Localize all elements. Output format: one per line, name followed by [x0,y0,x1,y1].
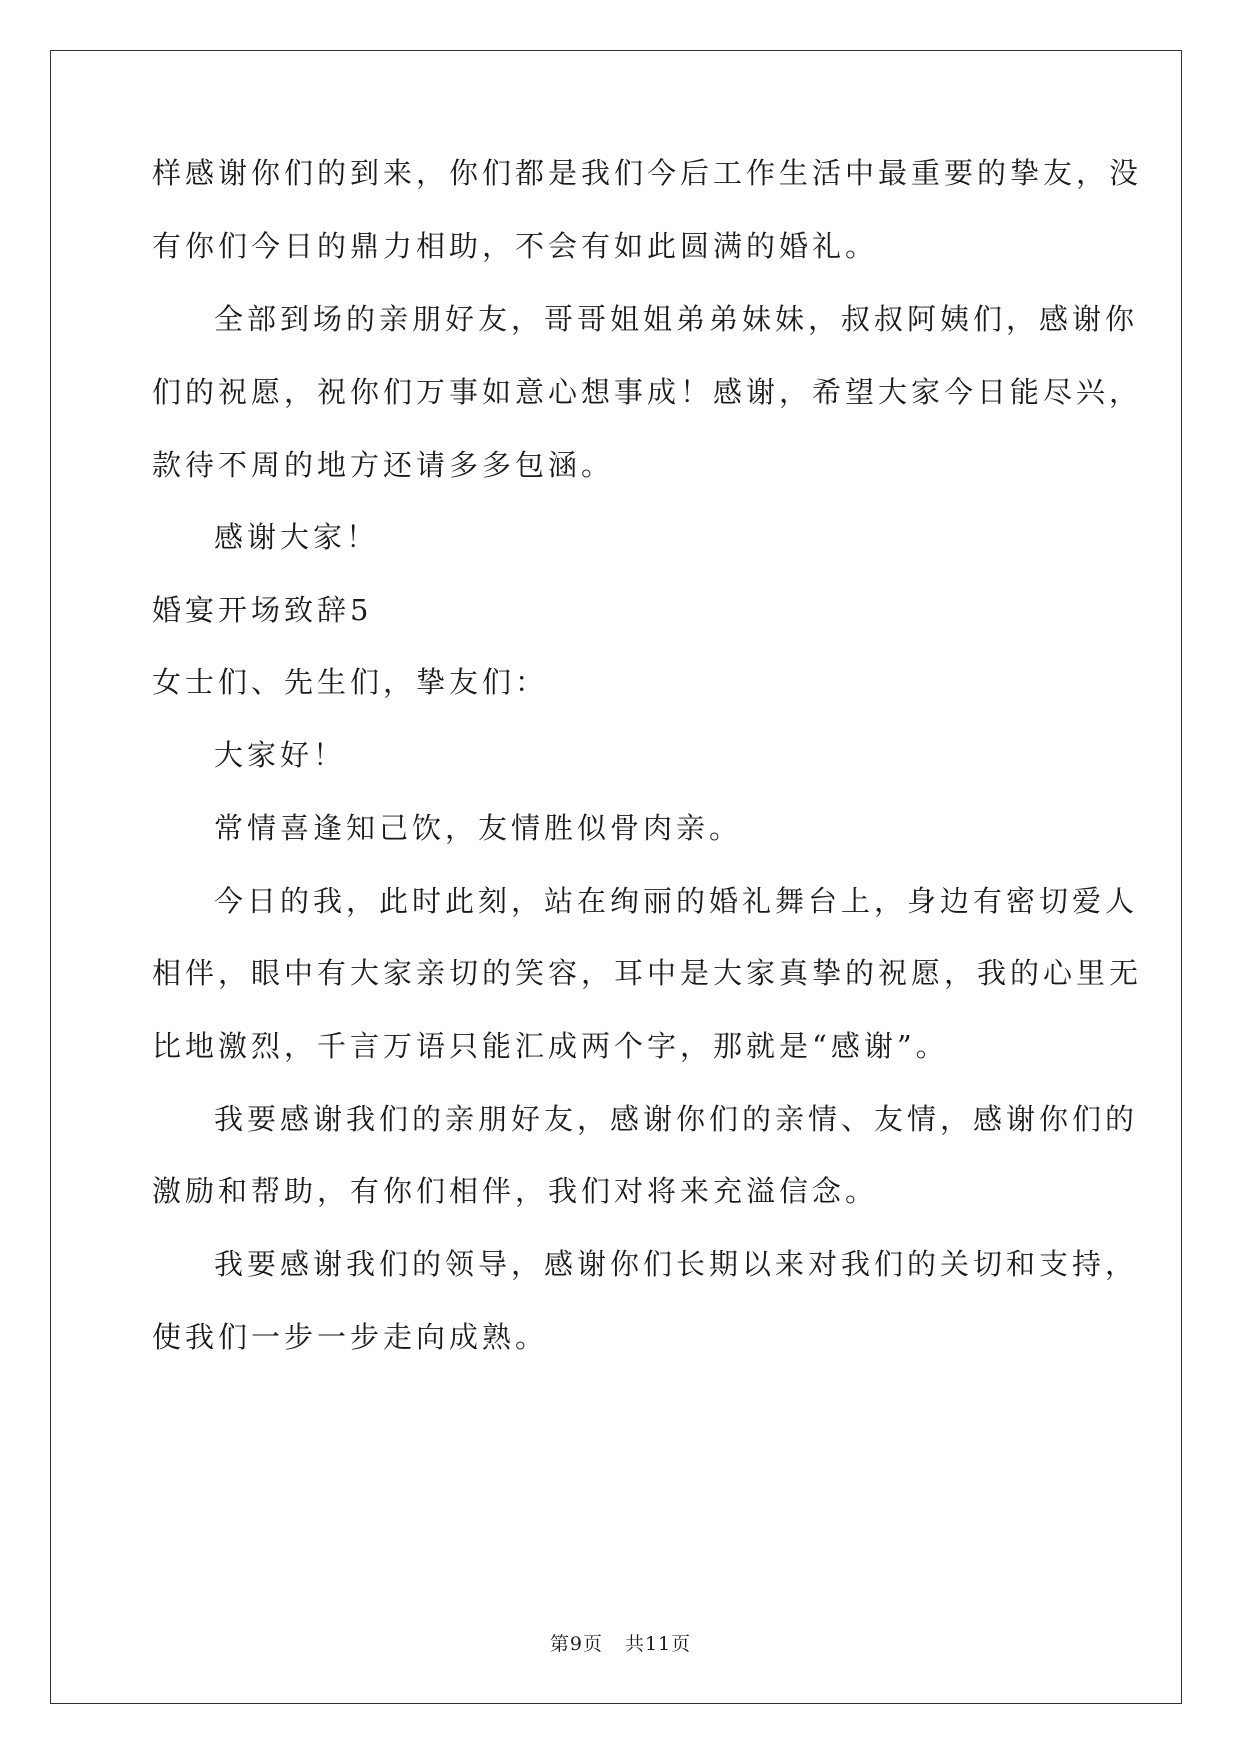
body-line: 比地激烈，千言万语只能汇成两个字，那就是“感谢”。 [152,1029,949,1063]
body-line: 有你们今日的鼎力相助，不会有如此圆满的婚礼。 [152,229,879,263]
paragraph-start-line: 我要感谢我们的亲朋好友，感谢你们的亲情、友情，感谢你们的 [214,1102,1139,1136]
body-line: 使我们一步一步走向成熟。 [152,1320,549,1354]
body-line: 们的祝愿，祝你们万事如意心想事成！感谢，希望大家今日能尽兴， [152,375,1143,409]
paragraph-start-line: 全部到场的亲朋好友，哥哥姐姐弟弟妹妹，叔叔阿姨们，感谢你 [214,302,1139,336]
body-line: 激励和帮助，有你们相伴，我们对将来充溢信念。 [152,1174,879,1208]
page-footer [0,1632,1241,1656]
paragraph-start-line: 感谢大家！ [214,520,380,554]
paragraph-start-line: 大家好！ [214,738,347,772]
paragraph-start-line: 今日的我，此时此刻，站在绚丽的婚礼舞台上，身边有密切爱人 [214,884,1139,918]
page-total: 共11页 [624,1633,692,1655]
page-number: 第9页 [549,1633,603,1655]
section-heading: 婚宴开场致辞5 [152,593,373,627]
paragraph-start-line: 我要感谢我们的领导，感谢你们长期以来对我们的关切和支持， [214,1247,1139,1281]
paragraph-start-line: 常情喜逢知己饮，友情胜似骨肉亲。 [214,811,743,845]
salutation-line: 女士们、先生们，挚友们： [152,665,549,699]
body-line: 相伴，眼中有大家亲切的笑容，耳中是大家真挚的祝愿，我的心里无 [152,956,1143,990]
body-line: 样感谢你们的到来，你们都是我们今后工作生活中最重要的挚友，没 [152,156,1143,190]
body-line: 款待不周的地方还请多多包涵。 [152,448,615,482]
